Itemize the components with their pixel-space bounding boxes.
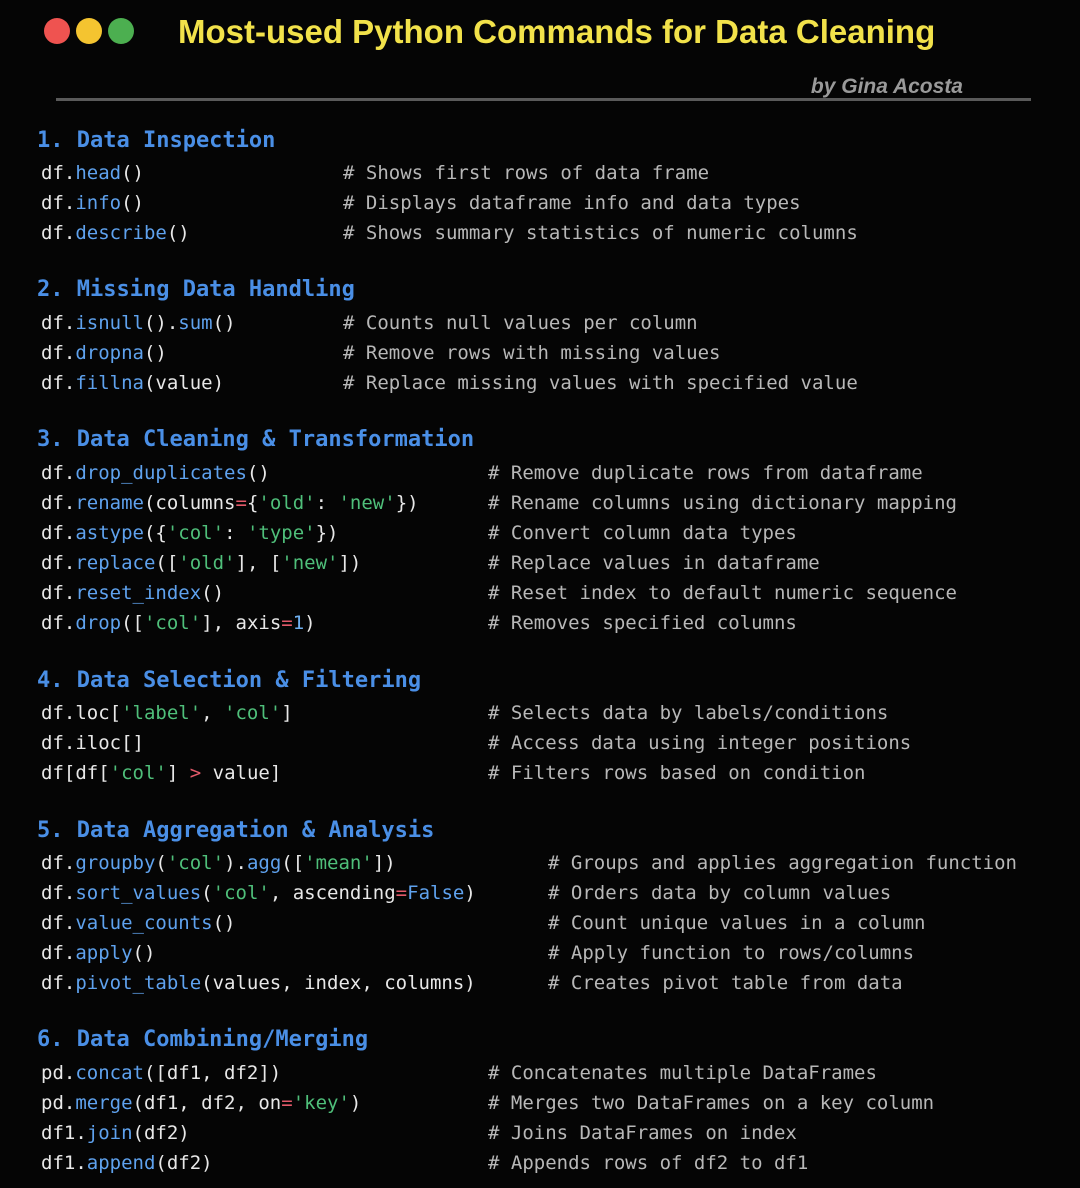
command-row xyxy=(0,1058,1080,1088)
command-code xyxy=(41,848,396,878)
code-token: df. xyxy=(41,462,76,484)
code-token: ). xyxy=(224,852,247,874)
command-row xyxy=(0,848,1080,878)
author-credit: by Gina Acosta xyxy=(810,75,963,98)
code-token: drop_duplicates xyxy=(75,462,247,484)
code-token: = xyxy=(395,882,408,904)
code-token: join xyxy=(86,1122,133,1144)
command-code xyxy=(41,158,144,188)
command-code xyxy=(41,878,476,908)
code-token: df[df[ xyxy=(41,762,110,784)
code-token: = xyxy=(281,1092,293,1114)
section-title: 4. Data Selection & Filtering xyxy=(37,668,422,693)
command-code xyxy=(41,218,190,248)
command-comment: # Selects data by labels/conditions xyxy=(488,702,889,724)
code-token: df1. xyxy=(41,1122,87,1144)
code-token: ], axis xyxy=(201,612,282,634)
code-token: df. xyxy=(41,222,76,244)
command-code xyxy=(41,758,281,788)
command-row xyxy=(0,608,1080,638)
code-token: ({ xyxy=(143,522,167,544)
command-code xyxy=(41,938,155,968)
code-token: reset_index xyxy=(75,582,202,604)
code-token: merge xyxy=(75,1092,133,1114)
code-token: value_counts xyxy=(75,912,213,934)
code-token: 'col' xyxy=(109,762,167,784)
code-token: df. xyxy=(41,912,76,934)
code-token: False xyxy=(407,882,465,904)
code-token: ) xyxy=(349,1092,362,1114)
code-token: 'key' xyxy=(292,1092,350,1114)
code-token: pd. xyxy=(41,1092,76,1114)
code-token: df. xyxy=(41,492,76,514)
code-token: 'label' xyxy=(121,702,202,724)
code-token: , xyxy=(201,702,225,724)
command-row xyxy=(0,728,1080,758)
code-token: 'col' xyxy=(166,852,225,874)
command-row xyxy=(0,158,1080,188)
section-title: 6. Data Combining/Merging xyxy=(37,1027,369,1052)
code-token: ) xyxy=(464,882,476,904)
code-token: df. xyxy=(41,522,76,544)
section-title: 2. Missing Data Handling xyxy=(37,277,355,302)
code-token: 'new' xyxy=(338,492,396,514)
command-comment: # Displays dataframe info and data types xyxy=(343,192,801,214)
code-token: ] xyxy=(166,762,190,784)
code-token: () xyxy=(212,912,236,934)
command-code xyxy=(41,548,361,578)
code-token: () xyxy=(121,192,144,214)
code-token: (df2) xyxy=(155,1152,213,1174)
code-token: df1. xyxy=(41,1152,87,1174)
code-token: rename xyxy=(75,492,144,514)
code-token: concat xyxy=(75,1062,144,1084)
code-token: : xyxy=(315,492,339,514)
command-comment: # Joins DataFrames on index xyxy=(488,1122,797,1144)
code-token: df.iloc[] xyxy=(41,732,144,754)
command-comment: # Remove duplicate rows from dataframe xyxy=(488,462,923,484)
command-code xyxy=(41,338,167,368)
command-code xyxy=(41,188,144,218)
command-comment: # Shows summary statistics of numeric columns xyxy=(343,222,858,244)
command-code xyxy=(41,578,224,608)
code-token: () xyxy=(143,342,167,364)
code-token: = xyxy=(235,492,247,514)
code-token: 'mean' xyxy=(304,852,373,874)
code-token: (columns xyxy=(143,492,236,514)
page-title: Most-used Python Commands for Data Cleaning xyxy=(178,13,936,50)
code-token: df. xyxy=(41,372,76,394)
code-token: df. xyxy=(41,162,76,184)
code-token: df. xyxy=(41,342,76,364)
command-comment: # Appends rows of df2 to df1 xyxy=(488,1152,809,1174)
code-token: ], [ xyxy=(235,552,282,574)
command-code xyxy=(41,968,476,998)
code-token: (). xyxy=(143,312,179,334)
code-token: info xyxy=(75,192,122,214)
code-token: 'old' xyxy=(258,492,316,514)
code-token: { xyxy=(246,492,259,514)
code-token: 1 xyxy=(292,612,305,634)
code-token: , ascending xyxy=(269,882,396,904)
code-token: head xyxy=(75,162,122,184)
command-comment: # Reset index to default numeric sequence xyxy=(488,582,957,604)
code-token: 'col' xyxy=(143,612,202,634)
code-token: ([ xyxy=(281,852,305,874)
code-token: sum xyxy=(178,312,213,334)
code-token: isnull xyxy=(75,312,144,334)
code-token: df.loc[ xyxy=(41,702,122,724)
command-row xyxy=(0,878,1080,908)
code-token: (df2) xyxy=(132,1122,190,1144)
command-comment: # Replace values in dataframe xyxy=(488,552,820,574)
code-token: replace xyxy=(75,552,156,574)
command-code xyxy=(41,308,236,338)
command-row xyxy=(0,338,1080,368)
code-token: groupby xyxy=(75,852,156,874)
code-token: (df1, df2, on xyxy=(132,1092,282,1114)
code-token: () xyxy=(246,462,270,484)
code-token: fillna xyxy=(75,372,144,394)
code-token: () xyxy=(121,162,144,184)
command-comment: # Orders data by column values xyxy=(548,882,892,904)
command-row xyxy=(0,188,1080,218)
code-token: drop xyxy=(75,612,122,634)
command-comment: # Groups and applies aggregation function xyxy=(548,852,1017,874)
command-comment: # Shows first rows of data frame xyxy=(343,162,710,184)
command-code xyxy=(41,368,224,398)
command-row xyxy=(0,218,1080,248)
command-comment: # Access data using integer positions xyxy=(488,732,912,754)
command-row xyxy=(0,1118,1080,1148)
command-row xyxy=(0,698,1080,728)
command-comment: # Counts null values per column xyxy=(343,312,698,334)
code-token: 'col' xyxy=(212,882,270,904)
code-token: append xyxy=(86,1152,156,1174)
command-code xyxy=(41,1118,190,1148)
code-token: df. xyxy=(41,552,76,574)
code-token: () xyxy=(201,582,225,604)
code-token: df. xyxy=(41,612,76,634)
command-comment: # Apply function to rows/columns xyxy=(548,942,915,964)
command-code xyxy=(41,1058,281,1088)
code-token: ([ xyxy=(121,612,144,634)
command-code xyxy=(41,698,293,728)
code-token: (values, index, columns) xyxy=(201,972,476,994)
code-token: = xyxy=(281,612,293,634)
command-code xyxy=(41,608,316,638)
command-row xyxy=(0,548,1080,578)
code-token: ( xyxy=(201,882,213,904)
command-row xyxy=(0,518,1080,548)
code-token: > xyxy=(189,762,202,784)
command-row xyxy=(0,488,1080,518)
code-token: describe xyxy=(75,222,167,244)
command-code xyxy=(41,518,338,548)
code-token: () xyxy=(166,222,190,244)
command-comment: # Convert column data types xyxy=(488,522,797,544)
code-token: pd. xyxy=(41,1062,76,1084)
code-token: ( xyxy=(155,852,167,874)
code-token: astype xyxy=(75,522,144,544)
code-token: df. xyxy=(41,972,76,994)
code-token: df. xyxy=(41,852,76,874)
code-token: apply xyxy=(75,942,133,964)
code-token: agg xyxy=(246,852,282,874)
code-token: ]) xyxy=(372,852,396,874)
command-comment: # Removes specified columns xyxy=(488,612,797,634)
command-row xyxy=(0,308,1080,338)
code-token: () xyxy=(212,312,236,334)
code-token: : xyxy=(224,522,247,544)
code-token: sort_values xyxy=(75,882,202,904)
code-token: dropna xyxy=(75,342,144,364)
code-token: 'type' xyxy=(246,522,316,544)
command-comment: # Concatenates multiple DataFrames xyxy=(488,1062,877,1084)
code-token: 'new' xyxy=(281,552,339,574)
command-code xyxy=(41,488,419,518)
command-row xyxy=(0,938,1080,968)
code-token: df. xyxy=(41,882,76,904)
code-token: df. xyxy=(41,942,76,964)
command-code xyxy=(41,1148,213,1178)
command-comment: # Merges two DataFrames on a key column xyxy=(488,1092,935,1114)
command-row xyxy=(0,968,1080,998)
code-token: ([ xyxy=(155,552,179,574)
command-row xyxy=(0,1148,1080,1178)
command-comment: # Count unique values in a column xyxy=(548,912,926,934)
section-title: 1. Data Inspection xyxy=(37,128,276,153)
code-token: df. xyxy=(41,192,76,214)
code-token: }) xyxy=(395,492,419,514)
command-code xyxy=(41,1088,361,1118)
code-token: () xyxy=(132,942,156,964)
command-row xyxy=(0,578,1080,608)
code-token: 'old' xyxy=(178,552,236,574)
code-token: ) xyxy=(304,612,316,634)
code-token: }) xyxy=(315,522,339,544)
command-comment: # Creates pivot table from data xyxy=(548,972,903,994)
command-comment: # Replace missing values with specified value xyxy=(343,372,858,394)
code-token: ([df1, df2]) xyxy=(143,1062,282,1084)
command-row xyxy=(0,758,1080,788)
command-code xyxy=(41,458,270,488)
command-code xyxy=(41,728,144,758)
code-token: pivot_table xyxy=(75,972,202,994)
code-token: 'col' xyxy=(166,522,225,544)
command-row xyxy=(0,1088,1080,1118)
command-row xyxy=(0,458,1080,488)
section-title: 3. Data Cleaning & Transformation xyxy=(37,427,475,452)
command-code xyxy=(41,908,236,938)
command-row xyxy=(0,368,1080,398)
command-row xyxy=(0,908,1080,938)
section-title: 5. Data Aggregation & Analysis xyxy=(37,818,435,843)
code-token: df. xyxy=(41,582,76,604)
code-token: ]) xyxy=(338,552,362,574)
code-token: (value) xyxy=(143,372,225,394)
code-token: 'col' xyxy=(224,702,282,724)
command-comment: # Remove rows with missing values xyxy=(343,342,721,364)
code-token: value] xyxy=(201,762,282,784)
code-token: ] xyxy=(281,702,293,724)
command-comment: # Rename columns using dictionary mapping xyxy=(488,492,957,514)
command-comment: # Filters rows based on condition xyxy=(488,762,866,784)
code-token: df. xyxy=(41,312,76,334)
